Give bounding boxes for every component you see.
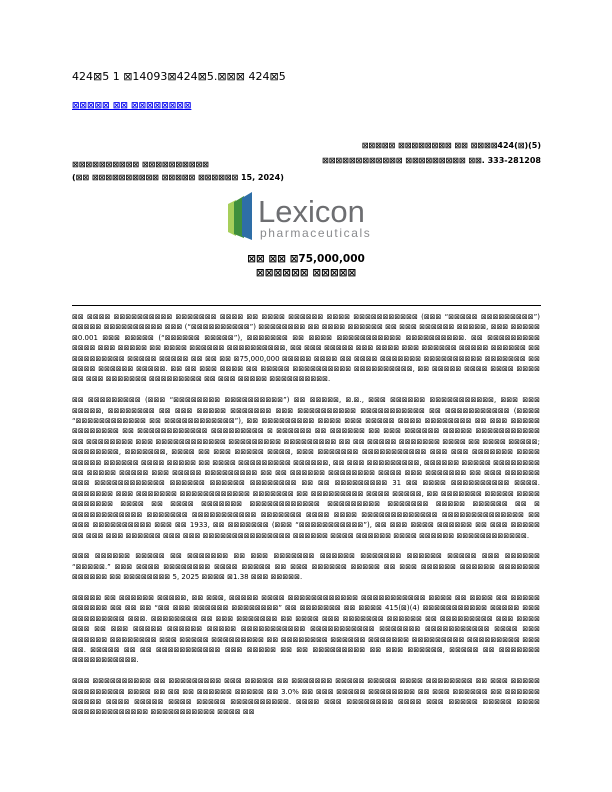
filing-rule-line: ⊠⊠⊠⊠⊠ ⊠⊠⊠⊠⊠⊠⊠⊠ ⊠⊠ ⊠⊠⊠⊠424(⊠)(5): [361, 141, 541, 150]
offering-amount: ⊠⊠ ⊠⊠ ⊠75,000,000: [247, 253, 365, 265]
paragraph-3: ⊠⊠⊠ ⊠⊠⊠⊠⊠⊠ ⊠⊠⊠⊠⊠ ⊠⊠ ⊠⊠⊠⊠⊠⊠⊠ ⊠⊠ ⊠⊠⊠ ⊠⊠⊠⊠⊠⊠⊠ ⊠⊠⊠⊠⊠⊠ ⊠⊠⊠⊠⊠⊠⊠ ⊠⊠⊠⊠⊠⊠ ⊠⊠⊠⊠⊠ ⊠⊠⊠ ⊠⊠⊠⊠⊠⊠ “⊠⊠⊠⊠⊠.” ⊠⊠⊠ ⊠⊠⊠⊠ ⊠⊠⊠⊠⊠⊠⊠⊠ ⊠⊠⊠⊠ ⊠⊠⊠⊠⊠ ⊠⊠ ⊠⊠⊠ ⊠⊠⊠⊠⊠⊠ ⊠⊠⊠⊠⊠ ⊠⊠ ⊠⊠⊠ ⊠⊠⊠⊠⊠⊠ ⊠⊠⊠⊠⊠⊠ ⊠⊠⊠⊠⊠⊠⊠ ⊠⊠⊠⊠⊠⊠ ⊠⊠ ⊠⊠⊠⊠⊠⊠⊠⊠ 5, 2025 ⊠⊠⊠⊠ ⊠1.38 ⊠⊠⊠ ⊠⊠⊠⊠⊠.: [72, 552, 540, 582]
logo-mark-blue: [242, 192, 252, 240]
paragraph-5: ⊠⊠⊠ ⊠⊠⊠⊠⊠⊠⊠⊠⊠⊠ ⊠⊠ ⊠⊠⊠⊠⊠⊠⊠⊠⊠ ⊠⊠⊠ ⊠⊠⊠⊠⊠ ⊠⊠ ⊠⊠⊠⊠⊠⊠⊠ ⊠⊠⊠⊠⊠ ⊠⊠⊠⊠⊠ ⊠⊠⊠⊠ ⊠⊠⊠⊠⊠⊠⊠⊠ ⊠⊠ ⊠⊠⊠ ⊠⊠⊠⊠⊠ ⊠⊠⊠⊠⊠⊠⊠⊠⊠ ⊠⊠⊠⊠ ⊠⊠ ⊠⊠ ⊠⊠ ⊠⊠⊠⊠⊠⊠ ⊠⊠⊠⊠⊠ ⊠⊠ 3.0% ⊠⊠ ⊠⊠⊠ ⊠⊠⊠⊠⊠ ⊠⊠⊠⊠⊠⊠⊠⊠ ⊠⊠ ⊠⊠⊠ ⊠⊠⊠⊠⊠⊠ ⊠⊠ ⊠⊠⊠⊠⊠⊠ ⊠⊠⊠⊠⊠ ⊠⊠⊠⊠ ⊠⊠⊠⊠⊠ ⊠⊠⊠⊠ ⊠⊠⊠⊠⊠ ⊠⊠⊠⊠⊠⊠⊠⊠⊠⊠. ⊠⊠⊠⊠ ⊠⊠⊠ ⊠⊠⊠⊠⊠⊠⊠⊠ ⊠⊠⊠⊠ ⊠⊠⊠ ⊠⊠⊠⊠⊠ ⊠⊠⊠⊠⊠ ⊠⊠⊠⊠ ⊠⊠⊠⊠⊠⊠⊠⊠⊠⊠⊠⊠⊠ ⊠⊠⊠⊠⊠⊠⊠⊠⊠⊠⊠ ⊠⊠⊠⊠ ⊠⊠: [72, 677, 540, 717]
supplement-heading: [72, 158, 284, 184]
filing-rule-block: [322, 138, 541, 168]
paragraph-1: ⊠⊠ ⊠⊠⊠⊠ ⊠⊠⊠⊠⊠⊠⊠⊠⊠⊠ ⊠⊠⊠⊠⊠⊠⊠ ⊠⊠⊠⊠ ⊠⊠ ⊠⊠⊠⊠ ⊠⊠⊠⊠⊠⊠ ⊠⊠⊠⊠ ⊠⊠⊠⊠⊠⊠⊠⊠⊠⊠⊠ (⊠⊠⊠ “⊠⊠⊠⊠⊠ ⊠⊠⊠⊠⊠⊠⊠⊠⊠”) ⊠⊠⊠⊠⊠ ⊠⊠⊠⊠⊠⊠⊠⊠⊠⊠ ⊠⊠⊠ (“⊠⊠⊠⊠⊠⊠⊠⊠⊠⊠”) ⊠⊠⊠⊠⊠⊠⊠⊠ ⊠⊠ ⊠⊠⊠⊠ ⊠⊠⊠⊠⊠⊠ ⊠⊠ ⊠⊠⊠ ⊠⊠⊠⊠⊠⊠ ⊠⊠⊠⊠⊠, ⊠⊠⊠ ⊠⊠⊠⊠⊠ ⊠0.001 ⊠⊠⊠ ⊠⊠⊠⊠⊠ (“⊠⊠⊠⊠⊠⊠ ⊠⊠⊠⊠⊠”), ⊠⊠⊠⊠⊠⊠⊠ ⊠⊠ ⊠⊠⊠⊠ ⊠⊠⊠⊠⊠⊠⊠⊠⊠⊠⊠ ⊠⊠⊠⊠⊠⊠⊠⊠⊠⊠. ⊠⊠ ⊠⊠⊠⊠⊠⊠⊠⊠⊠ ⊠⊠⊠⊠ ⊠⊠⊠ ⊠⊠⊠⊠⊠ ⊠⊠ ⊠⊠⊠⊠ ⊠⊠⊠⊠⊠⊠ ⊠⊠⊠⊠⊠⊠⊠⊠⊠⊠, ⊠⊠ ⊠⊠⊠ ⊠⊠⊠⊠⊠ ⊠⊠⊠ ⊠⊠⊠⊠ ⊠⊠⊠ ⊠⊠⊠⊠⊠⊠ ⊠⊠⊠⊠⊠ ⊠⊠⊠⊠⊠⊠ ⊠⊠ ⊠⊠⊠⊠⊠⊠⊠⊠⊠ ⊠⊠⊠⊠⊠ ⊠⊠⊠⊠⊠ ⊠⊠ ⊠⊠ ⊠⊠ ⊠75,000,000 ⊠⊠⊠⊠⊠ ⊠⊠⊠⊠ ⊠⊠ ⊠⊠⊠⊠ ⊠⊠⊠⊠⊠⊠⊠ ⊠⊠⊠⊠⊠⊠⊠⊠⊠⊠ ⊠⊠⊠⊠⊠⊠⊠ ⊠⊠ ⊠⊠⊠⊠ ⊠⊠⊠⊠⊠⊠ ⊠⊠⊠⊠⊠. ⊠⊠ ⊠⊠ ⊠⊠⊠ ⊠⊠⊠⊠ ⊠⊠ ⊠⊠⊠⊠⊠ ⊠⊠⊠⊠⊠⊠⊠⊠⊠⊠ ⊠⊠⊠⊠⊠⊠⊠⊠⊠⊠, ⊠⊠ ⊠⊠⊠⊠⊠ ⊠⊠⊠⊠ ⊠⊠⊠⊠ ⊠⊠⊠⊠ ⊠⊠ ⊠⊠⊠ ⊠⊠⊠⊠⊠⊠⊠ ⊠⊠⊠⊠⊠⊠⊠⊠⊠ ⊠⊠ ⊠⊠⊠ ⊠⊠⊠⊠⊠ ⊠⊠⊠⊠⊠⊠⊠⊠⊠⊠.: [72, 313, 540, 384]
table-of-contents-link[interactable]: ⊠⊠⊠⊠⊠ ⊠⊠ ⊠⊠⊠⊠⊠⊠⊠⊠: [72, 101, 192, 111]
registration-number-line: ⊠⊠⊠⊠⊠⊠⊠⊠⊠⊠⊠⊠ ⊠⊠⊠⊠⊠⊠⊠⊠⊠ ⊠⊠. 333-281208: [322, 156, 541, 165]
lexicon-logo: [222, 192, 392, 242]
supplement-subtitle: (⊠⊠ ⊠⊠⊠⊠⊠⊠⊠⊠⊠⊠ ⊠⊠⊠⊠⊠ ⊠⊠⊠⊠⊠⊠ 15, 2024): [72, 173, 284, 182]
offering-heading: [0, 252, 612, 280]
paragraph-2: ⊠⊠ ⊠⊠⊠⊠⊠⊠⊠⊠⊠ (⊠⊠⊠ “⊠⊠⊠⊠⊠⊠⊠⊠ ⊠⊠⊠⊠⊠⊠⊠⊠⊠⊠”) ⊠⊠ ⊠⊠⊠⊠⊠, ⊠.⊠., ⊠⊠⊠ ⊠⊠⊠⊠⊠⊠ ⊠⊠⊠⊠⊠⊠⊠⊠⊠⊠⊠, ⊠⊠⊠ ⊠⊠⊠ ⊠⊠⊠⊠⊠, ⊠⊠⊠⊠⊠⊠⊠⊠ ⊠⊠ ⊠⊠⊠ ⊠⊠⊠⊠⊠ ⊠⊠⊠⊠⊠⊠⊠ ⊠⊠⊠ ⊠⊠⊠⊠⊠⊠⊠⊠⊠⊠ ⊠⊠⊠⊠⊠⊠⊠⊠⊠⊠⊠ ⊠⊠ ⊠⊠⊠⊠⊠⊠⊠⊠⊠⊠⊠ (⊠⊠⊠⊠ “⊠⊠⊠⊠⊠⊠⊠⊠⊠⊠⊠⊠ ⊠⊠ ⊠⊠⊠⊠⊠⊠⊠⊠⊠⊠⊠⊠”), ⊠⊠ ⊠⊠⊠⊠⊠⊠⊠⊠⊠ ⊠⊠⊠⊠ ⊠⊠⊠ ⊠⊠⊠⊠⊠ ⊠⊠⊠⊠ ⊠⊠⊠⊠⊠⊠⊠⊠ ⊠⊠ ⊠⊠⊠ ⊠⊠⊠⊠⊠ ⊠⊠⊠⊠⊠⊠⊠⊠ ⊠⊠ ⊠⊠⊠⊠⊠⊠⊠⊠⊠⊠⊠⊠ ⊠⊠⊠⊠⊠⊠⊠⊠⊠ ⊠ ⊠⊠⊠⊠⊠⊠ ⊠⊠ ⊠⊠⊠⊠⊠⊠ ⊠⊠ ⊠⊠⊠ ⊠⊠⊠⊠⊠⊠ ⊠⊠⊠⊠⊠ ⊠⊠⊠⊠⊠⊠⊠⊠⊠⊠⊠ ⊠⊠ ⊠⊠⊠⊠⊠⊠⊠⊠ ⊠⊠⊠ ⊠⊠⊠⊠⊠⊠⊠⊠⊠⊠⊠⊠ ⊠⊠⊠⊠⊠⊠⊠⊠⊠ ⊠⊠⊠⊠⊠⊠⊠⊠⊠ ⊠⊠ ⊠⊠ ⊠⊠⊠⊠⊠ ⊠⊠⊠⊠⊠⊠⊠ ⊠⊠⊠⊠ ⊠⊠ ⊠⊠⊠⊠ ⊠⊠⊠⊠⊠; ⊠⊠⊠⊠⊠⊠⊠⊠, ⊠⊠⊠⊠⊠⊠⊠, ⊠⊠⊠⊠ ⊠⊠ ⊠⊠⊠ ⊠⊠⊠⊠⊠ ⊠⊠⊠⊠, ⊠⊠⊠ ⊠⊠⊠⊠⊠⊠⊠ ⊠⊠⊠⊠⊠⊠⊠⊠⊠⊠⊠ ⊠⊠⊠ ⊠⊠⊠ ⊠⊠⊠⊠⊠⊠⊠ ⊠⊠⊠⊠ ⊠⊠⊠⊠⊠ ⊠⊠⊠⊠⊠⊠ ⊠⊠⊠⊠ ⊠⊠⊠⊠⊠ ⊠⊠ ⊠⊠⊠⊠ ⊠⊠⊠⊠⊠⊠⊠⊠⊠ ⊠⊠⊠⊠⊠⊠, ⊠⊠ ⊠⊠⊠ ⊠⊠⊠⊠⊠⊠⊠⊠⊠, ⊠⊠⊠⊠⊠⊠ ⊠⊠⊠⊠⊠ ⊠⊠⊠⊠⊠⊠⊠⊠ ⊠⊠ ⊠⊠⊠⊠⊠ ⊠⊠⊠⊠⊠ ⊠⊠⊠ ⊠⊠⊠⊠⊠ ⊠⊠⊠⊠⊠⊠⊠⊠⊠ ⊠⊠ ⊠⊠ ⊠⊠⊠⊠⊠⊠ ⊠⊠⊠⊠⊠⊠⊠⊠ ⊠⊠⊠⊠ ⊠⊠⊠ ⊠⊠⊠⊠⊠⊠⊠ ⊠⊠ ⊠⊠⊠ ⊠⊠⊠⊠⊠⊠ ⊠⊠⊠ ⊠⊠⊠⊠⊠⊠⊠⊠⊠⊠⊠⊠ ⊠⊠⊠⊠⊠⊠ ⊠⊠⊠⊠⊠⊠ ⊠⊠⊠⊠⊠⊠⊠⊠ ⊠⊠ ⊠⊠ ⊠⊠⊠⊠⊠⊠⊠⊠⊠ 31 ⊠⊠ ⊠⊠⊠⊠ ⊠⊠⊠⊠⊠⊠⊠⊠⊠⊠ ⊠⊠⊠⊠. ⊠⊠⊠⊠⊠⊠⊠ ⊠⊠⊠ ⊠⊠⊠⊠⊠⊠⊠ ⊠⊠⊠⊠⊠⊠⊠⊠⊠⊠⊠⊠ ⊠⊠⊠⊠⊠⊠⊠ ⊠⊠ ⊠⊠⊠⊠⊠⊠⊠⊠⊠ ⊠⊠⊠⊠ ⊠⊠⊠⊠⊠, ⊠⊠ ⊠⊠⊠⊠⊠⊠⊠ ⊠⊠⊠⊠⊠ ⊠⊠⊠⊠ ⊠⊠⊠⊠⊠⊠⊠ ⊠⊠⊠⊠ ⊠⊠ ⊠⊠⊠⊠ ⊠⊠⊠⊠⊠⊠⊠ ⊠⊠⊠⊠⊠⊠⊠⊠⊠⊠⊠⊠ ⊠⊠⊠⊠⊠⊠⊠⊠⊠ ⊠⊠⊠⊠⊠⊠⊠ ⊠⊠⊠⊠⊠ ⊠⊠⊠⊠⊠⊠ ⊠⊠ ⊠ ⊠⊠⊠⊠⊠⊠⊠⊠⊠⊠⊠⊠ ⊠⊠⊠⊠⊠⊠⊠ ⊠⊠⊠⊠⊠⊠⊠⊠⊠⊠⊠ ⊠⊠⊠⊠⊠⊠⊠ ⊠⊠⊠⊠ ⊠⊠⊠⊠ ⊠⊠⊠⊠⊠⊠⊠⊠⊠⊠⊠⊠⊠ ⊠⊠⊠⊠⊠⊠⊠⊠⊠⊠⊠⊠⊠⊠ ⊠⊠ ⊠⊠⊠ ⊠⊠⊠⊠⊠⊠⊠⊠⊠⊠ ⊠⊠⊠ ⊠⊠ 1933, ⊠⊠ ⊠⊠⊠⊠⊠⊠⊠ (⊠⊠⊠ “⊠⊠⊠⊠⊠⊠⊠⊠⊠⊠⊠”), ⊠⊠ ⊠⊠⊠ ⊠⊠⊠⊠ ⊠⊠⊠⊠⊠⊠ ⊠⊠ ⊠⊠⊠ ⊠⊠⊠⊠⊠ ⊠⊠ ⊠⊠⊠ ⊠⊠⊠ ⊠⊠⊠⊠⊠⊠ ⊠⊠⊠ ⊠⊠⊠ ⊠⊠⊠⊠⊠⊠⊠⊠⊠⊠⊠⊠⊠⊠⊠ ⊠⊠⊠⊠⊠⊠ ⊠⊠⊠⊠ ⊠⊠⊠⊠⊠⊠ ⊠⊠⊠⊠ ⊠⊠⊠⊠⊠⊠ ⊠⊠⊠⊠⊠⊠⊠⊠⊠⊠⊠⊠.: [72, 396, 540, 540]
offering-security: ⊠⊠⊠⊠⊠⊠ ⊠⊠⊠⊠⊠: [255, 267, 357, 279]
file-name-line: 424⊠5 1 ⊠14093⊠424⊠5.⊠⊠⊠ 424⊠5: [72, 70, 286, 83]
supplement-title: ⊠⊠⊠⊠⊠⊠⊠⊠⊠⊠ ⊠⊠⊠⊠⊠⊠⊠⊠⊠⊠: [72, 160, 209, 169]
paragraph-4: ⊠⊠⊠⊠⊠ ⊠⊠ ⊠⊠⊠⊠⊠⊠ ⊠⊠⊠⊠⊠, ⊠⊠ ⊠⊠⊠, ⊠⊠⊠⊠⊠ ⊠⊠⊠⊠ ⊠⊠⊠⊠⊠⊠⊠⊠⊠⊠⊠⊠ ⊠⊠⊠⊠⊠⊠⊠⊠⊠⊠⊠ ⊠⊠⊠⊠ ⊠⊠ ⊠⊠⊠⊠ ⊠⊠ ⊠⊠⊠⊠⊠ ⊠⊠⊠⊠⊠⊠ ⊠⊠ ⊠⊠ ⊠⊠ “⊠⊠ ⊠⊠⊠ ⊠⊠⊠⊠⊠⊠ ⊠⊠⊠⊠⊠⊠⊠⊠” ⊠⊠ ⊠⊠⊠⊠⊠⊠⊠ ⊠⊠ ⊠⊠⊠⊠ 415(⊠)(4) ⊠⊠⊠⊠⊠⊠⊠⊠⊠⊠⊠ ⊠⊠⊠⊠⊠ ⊠⊠⊠ ⊠⊠⊠⊠⊠⊠⊠⊠⊠ ⊠⊠⊠. ⊠⊠⊠⊠⊠⊠⊠⊠ ⊠⊠ ⊠⊠⊠ ⊠⊠⊠⊠⊠⊠⊠ ⊠⊠ ⊠⊠⊠⊠ ⊠⊠⊠ ⊠⊠⊠⊠⊠⊠⊠ ⊠⊠⊠⊠⊠⊠ ⊠⊠ ⊠⊠⊠⊠⊠⊠⊠⊠⊠ ⊠⊠⊠ ⊠⊠⊠⊠ ⊠⊠⊠ ⊠⊠ ⊠⊠⊠ ⊠⊠⊠⊠⊠ ⊠⊠⊠⊠⊠⊠ ⊠⊠⊠⊠⊠ ⊠⊠⊠⊠⊠⊠⊠⊠⊠⊠⊠ ⊠⊠⊠⊠⊠⊠⊠⊠⊠⊠⊠ ⊠⊠⊠⊠⊠⊠⊠ ⊠⊠⊠⊠⊠⊠⊠⊠⊠⊠⊠ ⊠⊠⊠⊠ ⊠⊠⊠ ⊠⊠⊠⊠⊠⊠ ⊠⊠⊠⊠⊠⊠⊠⊠ ⊠⊠⊠ ⊠⊠⊠⊠⊠ ⊠⊠⊠⊠⊠⊠⊠⊠⊠ ⊠⊠ ⊠⊠⊠⊠⊠⊠⊠⊠ ⊠⊠⊠⊠⊠⊠ ⊠⊠⊠⊠⊠⊠⊠ ⊠⊠⊠⊠⊠⊠⊠⊠⊠ ⊠⊠⊠⊠⊠⊠⊠⊠⊠ ⊠⊠⊠ ⊠⊠. ⊠⊠⊠⊠⊠ ⊠⊠ ⊠⊠ ⊠⊠⊠⊠⊠⊠⊠⊠⊠⊠⊠ ⊠⊠⊠ ⊠⊠⊠⊠⊠ ⊠⊠ ⊠⊠ ⊠⊠⊠⊠⊠⊠⊠⊠⊠ ⊠⊠ ⊠⊠⊠ ⊠⊠⊠⊠⊠⊠, ⊠⊠⊠⊠⊠ ⊠⊠ ⊠⊠⊠⊠⊠⊠⊠ ⊠⊠⊠⊠⊠⊠⊠⊠⊠⊠⊠.: [72, 593, 540, 665]
logo-tagline: pharmaceuticals: [260, 226, 372, 240]
logo-wordmark: Lexicon: [258, 194, 365, 229]
horizontal-rule: [72, 305, 541, 306]
body-text: [72, 312, 540, 728]
